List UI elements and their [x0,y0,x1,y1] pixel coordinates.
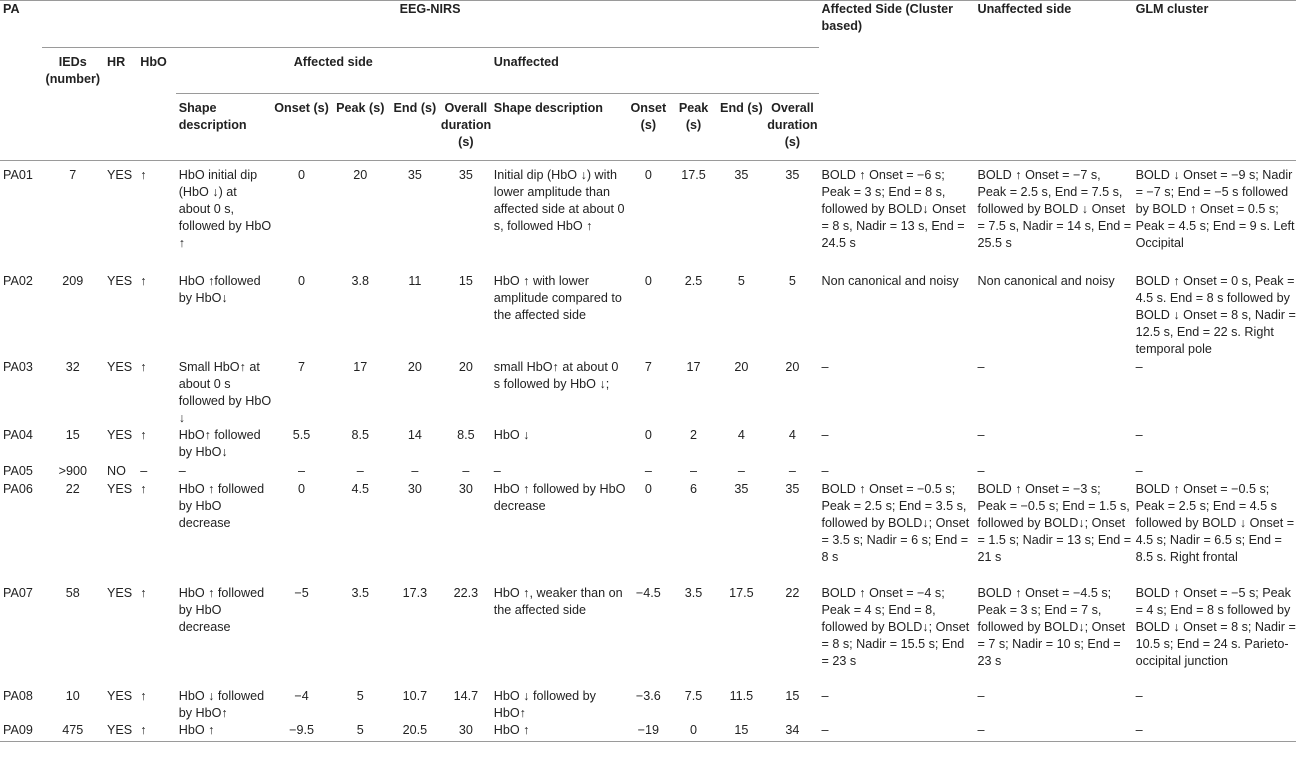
cell-ieds: 22 [65,481,80,496]
header-hbo: HbO [140,55,167,69]
cell-cluster-affected: – [821,427,829,442]
cell-cluster-affected: BOLD ↑ Onset = −0.5 s; Peak = 2.5 s; End = 3.5 s, followed by BOLD↓; Onset = 3.5 s; Nadir = 6 s; End = 8 s [821,481,970,564]
cell-glm-cluster: – [1135,427,1143,442]
cell-hr: YES [104,161,137,273]
header-shape: Shape description [178,101,247,132]
cell-hr: NO [106,463,126,478]
cell-ieds: 7 [42,161,104,273]
cell-affected-peak: – [356,463,364,478]
cell-unaffected-onset: 0 [644,481,652,496]
cell-hbo: ↑ [140,688,147,703]
table-row [0,463,1296,481]
cell-unaffected-onset: – [644,463,652,478]
cell-cluster-affected: – [821,463,829,478]
cell-unaffected-peak: – [690,463,698,478]
table-row [0,585,1296,688]
header-eeg-nirs: EEG-NIRS [42,1,819,48]
cell-affected-onset: −4 [294,688,309,703]
cell-cluster-unaffected: – [977,688,985,703]
cell-cluster-affected: – [821,359,829,374]
cell-cluster-affected: BOLD ↑ Onset = −6 s; Peak = 3 s; End = 8 s, followed by BOLD↓ Onset = 8 s, Nadir = 13 s, End = 24.5 s [819,161,975,273]
cell-unaffected-onset: −4.5 [635,585,661,600]
cell-affected-peak: 4.5 [351,481,370,496]
header-affected-side: Affected side [176,48,491,94]
cell-hr: YES [106,481,133,496]
cell-glm-cluster: BOLD ↑ Onset = −0.5 s; Peak = 2.5 s; End = 4.5 s followed by BOLD ↓ Onset = 4.5 s; Nadir = 6.5 s; End = 8.5 s. Right frontal [1135,481,1295,564]
cell-hbo: ↑ [140,273,147,288]
cell-ieds: 10 [65,688,80,703]
header-peak-2: Peak (s) [678,101,709,132]
cell-unaffected-end: 35 [716,161,766,273]
header-overall: Overall duration (s) [440,101,492,149]
cell-hbo: ↑ [140,481,147,496]
cell-affected-onset: 0 [271,161,331,273]
cell-affected-duration: 15 [458,273,473,288]
cell-ieds: 475 [42,722,104,742]
cell-pa: PA09 [0,722,42,742]
cell-affected-peak: 3.8 [351,273,370,288]
cell-glm-cluster: – [1135,463,1143,478]
cell-affected-duration: 20 [458,359,473,374]
cell-affected-peak: 5 [356,688,364,703]
cell-cluster-unaffected: – [977,359,985,374]
cell-hr: YES [106,359,133,374]
header-peak: Peak (s) [336,101,385,115]
cell-cluster-unaffected: BOLD ↑ Onset = −4.5 s; Peak = 3 s; End = 7 s, followed by BOLD↓; Onset = 7 s; Nadir = 10 s; End = 23 s [977,585,1126,668]
cell-affected-shape: HbO initial dip (HbO ↓) at about 0 s, followed by HbO ↑ [176,161,272,273]
cell-unaffected-end: 20 [734,359,749,374]
cell-unaffected-peak: 2 [690,427,698,442]
cell-pa: PA06 [3,481,33,496]
header-unaffected: Unaffected [491,48,819,94]
cell-unaffected-end: 5 [737,273,745,288]
header-unaffected-side: Unaffected side [974,1,1132,161]
cell-unaffected-peak: 3.5 [684,585,703,600]
cell-hbo: ↑ [140,359,147,374]
cell-affected-onset: 7 [298,359,306,374]
cell-affected-shape: Small HbO↑ at about 0 s followed by HbO ↓ [178,359,272,425]
cell-affected-end: 30 [407,481,422,496]
cell-unaffected-onset: −3.6 [635,688,661,703]
table-row [0,161,1296,273]
header-end: End (s) [393,101,437,115]
cell-unaffected-duration: – [788,463,796,478]
cell-glm-cluster: – [1135,688,1143,703]
cell-unaffected-shape: small HbO↑ at about 0 s followed by HbO ↓; [493,359,619,391]
cell-affected-shape: HbO ↓ followed by HbO↑ [178,688,265,720]
cell-ieds: 32 [65,359,80,374]
cell-hr: YES [106,273,133,288]
cell-unaffected-end: 15 [716,722,766,742]
cell-glm-cluster: BOLD ↑ Onset = −5 s; Peak = 4 s; End = 8 s followed by BOLD ↓ Onset = 8 s; Nadir = 10.5 s; End = 24 s. Parieto-occipital junction [1135,585,1296,668]
cell-unaffected-end: – [737,463,745,478]
cell-unaffected-shape: HbO ↑ followed by HbO decrease [493,481,626,513]
header-glm-cluster: GLM cluster [1133,1,1296,161]
cell-unaffected-peak: 6 [690,481,698,496]
cell-unaffected-peak: 17 [686,359,701,374]
cell-cluster-unaffected: – [974,722,1132,742]
cell-pa: PA07 [3,585,33,600]
table-row [0,427,1296,463]
cell-hbo: – [140,463,148,478]
cell-unaffected-shape: Initial dip (HbO ↓) with lower amplitude than affected side at about 0 s, followed HbO ↑ [491,161,626,273]
header-onset: Onset (s) [274,101,329,115]
header-ieds: IEDs (number) [45,55,101,86]
cell-hbo: ↑ [140,427,147,442]
cell-hr: YES [106,688,133,703]
cell-cluster-affected: Non canonical and noisy [821,273,959,288]
cell-affected-duration: 35 [441,161,491,273]
cell-unaffected-duration: 4 [788,427,796,442]
header-overall-2: Overall duration (s) [767,101,818,149]
cell-hbo: ↑ [137,161,175,273]
cell-pa: PA03 [3,359,33,374]
cell-cluster-unaffected: – [977,463,985,478]
header-pa: PA [0,1,42,161]
cell-unaffected-shape: HbO ↓ followed by HbO↑ [493,688,596,720]
table-row [0,273,1296,359]
cell-affected-duration: 30 [458,481,473,496]
cell-affected-onset: −9.5 [271,722,331,742]
cell-affected-onset: 5.5 [292,427,311,442]
cell-unaffected-duration: 22 [785,585,800,600]
cell-unaffected-shape: – [493,463,501,478]
cell-affected-end: 20.5 [389,722,441,742]
cell-affected-peak: 3.5 [351,585,370,600]
cell-affected-end: 14 [407,427,422,442]
cell-affected-shape: HbO ↑ [176,722,272,742]
cell-hr: YES [106,427,133,442]
cell-unaffected-onset: −19 [626,722,671,742]
cell-cluster-unaffected: BOLD ↑ Onset = −3 s; Peak = −0.5 s; End = 1.5 s, followed by BOLD↓; Onset = 1.5 s; Nadir = 13 s; End = 21 s [977,481,1132,564]
cell-unaffected-shape: HbO ↓ [493,427,530,442]
cell-glm-cluster: BOLD ↓ Onset = −9 s; Nadir = −7 s; End = −5 s followed by BOLD ↑ Onset = 0.5 s; Peak = 4.5 s; End = 9 s. Left Occipital [1133,161,1296,273]
cell-affected-onset: – [298,463,306,478]
cell-affected-shape: HbO ↑followed by HbO↓ [178,273,261,305]
cell-affected-shape: HbO ↑ followed by HbO decrease [178,481,265,530]
cell-unaffected-duration: 5 [788,273,796,288]
cell-affected-end: 11 [408,273,422,288]
cell-cluster-unaffected: BOLD ↑ Onset = −7 s, Peak = 2.5 s, End = 7.5 s, followed by BOLD ↓ Onset = 7.5 s, Nadir = 14 s, End = 25.5 s [974,161,1132,273]
cell-unaffected-onset: 7 [644,359,652,374]
cell-unaffected-duration: 15 [785,688,800,703]
cell-affected-onset: 0 [298,481,306,496]
header-shape-2: Shape description [493,101,603,115]
cell-affected-shape: HbO↑ followed by HbO↓ [178,427,261,459]
cell-pa: PA01 [0,161,42,273]
cell-unaffected-shape: HbO ↑ with lower amplitude compared to the affected side [493,273,622,322]
cell-affected-duration: 22.3 [453,585,479,600]
cell-ieds: 209 [62,273,84,288]
cell-unaffected-peak: 17.5 [671,161,717,273]
cell-ieds: 15 [65,427,80,442]
table-row [0,688,1296,722]
header-affected-cluster: Affected Side (Cluster based) [819,1,975,161]
cell-pa: PA04 [3,427,33,442]
cell-unaffected-duration: 35 [785,481,800,496]
cell-unaffected-onset: 0 [626,161,671,273]
cell-hr: YES [104,722,137,742]
cell-hbo: ↑ [137,722,175,742]
cell-glm-cluster: BOLD ↑ Onset = 0 s, Peak = 4.5 s. End = 8 s followed by BOLD ↓ Onset = 8 s, Nadir = 12.5 s, End = 22 s. Right temporal pole [1135,273,1296,356]
cell-affected-end: 17.3 [402,585,428,600]
cell-affected-onset: 0 [298,273,306,288]
table-row [0,481,1296,585]
table-row [0,722,1296,742]
cell-unaffected-onset: 0 [644,273,652,288]
cell-hr: YES [106,585,133,600]
cell-unaffected-onset: 0 [644,427,652,442]
cell-affected-peak: 20 [332,161,389,273]
cell-unaffected-peak: 0 [671,722,717,742]
table-row [0,359,1296,427]
cell-ieds: 58 [65,585,80,600]
header-hr: HR [106,55,126,69]
cell-affected-onset: −5 [294,585,309,600]
cell-unaffected-peak: 2.5 [684,273,703,288]
cell-affected-duration: 8.5 [457,427,475,442]
cell-unaffected-duration: 20 [785,359,800,374]
cell-unaffected-peak: 7.5 [684,688,703,703]
cell-affected-end: – [411,463,419,478]
cell-hbo: ↑ [140,585,147,600]
cell-cluster-affected: – [821,688,829,703]
cell-unaffected-end: 17.5 [729,585,754,600]
cell-pa: PA08 [3,688,33,703]
cell-affected-end: 10.7 [402,688,428,703]
cell-affected-peak: 5 [332,722,389,742]
cell-affected-peak: 8.5 [351,427,370,442]
cell-unaffected-duration: 34 [766,722,818,742]
cell-affected-duration: – [462,463,470,478]
cell-cluster-affected: BOLD ↑ Onset = −4 s; Peak = 4 s; End = 8, followed by BOLD↓; Onset = 8 s; Nadir = 15.5 s; End = 23 s [821,585,970,668]
cell-pa: PA05 [3,463,33,478]
cell-affected-peak: 17 [353,359,368,374]
cell-affected-end: 20 [407,359,422,374]
cell-cluster-unaffected: Non canonical and noisy [977,273,1115,288]
cell-glm-cluster: – [1133,722,1296,742]
cell-ieds: >900 [58,463,87,478]
cell-unaffected-shape: HbO ↑ [491,722,626,742]
cell-unaffected-end: 11.5 [729,688,754,703]
cell-pa: PA02 [3,273,33,288]
cell-glm-cluster: – [1135,359,1143,374]
cell-unaffected-end: 4 [737,427,745,442]
cell-unaffected-duration: 35 [766,161,818,273]
cell-affected-shape: HbO ↑ followed by HbO decrease [178,585,265,634]
cell-affected-shape: – [178,463,186,478]
cell-unaffected-end: 35 [734,481,749,496]
header-end-2: End (s) [720,101,763,115]
cell-cluster-affected: – [819,722,975,742]
cell-cluster-unaffected: – [977,427,985,442]
cell-affected-duration: 14.7 [453,688,479,703]
cell-unaffected-shape: HbO ↑, weaker than on the affected side [493,585,623,617]
header-onset-2: Onset (s) [630,101,667,132]
cell-affected-end: 35 [389,161,441,273]
cell-affected-duration: 30 [441,722,491,742]
